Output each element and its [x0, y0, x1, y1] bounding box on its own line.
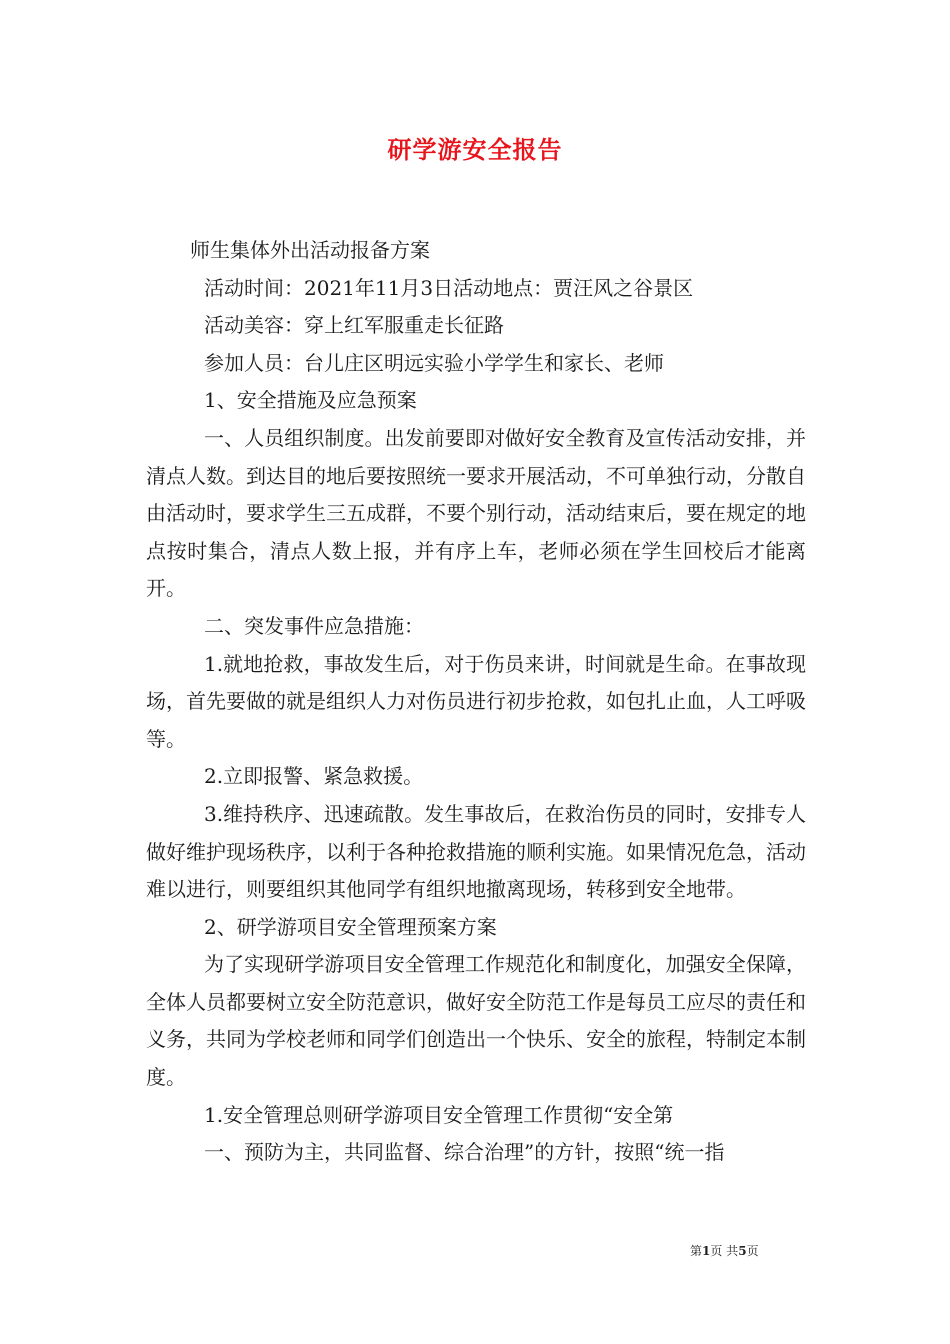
- footer-prefix: 第: [690, 1244, 703, 1258]
- page-number-footer: [690, 1242, 810, 1259]
- document-body: [146, 232, 806, 1172]
- footer-middle: 页 共: [710, 1244, 739, 1258]
- paragraph: 3.维持秩序、迅速疏散。发生事故后，在救治伤员的同时，安排专人做好维护现场秩序，以利于各种抢救措施的顺利实施。如果情况危急，活动难以进行，则要组织其他同学有组织地撤离现场，转移到安全地带。: [146, 801, 806, 902]
- paragraph: 一、预防为主，共同监督、综合治理”的方针，按照“统一指: [204, 1140, 725, 1165]
- paragraph: 一、人员组织制度。出发前要即对做好安全教育及宣传活动安排，并清点人数。到达目的地后要按照统一要求开展活动，不可单独行动，分散自由活动时，要求学生三五成群，不要个别行动，活动结束后，要在规定的地点按时集合，清点人数上报，并有序上车，老师必须在学生回校后才能离开。: [146, 425, 806, 601]
- paragraph: 1.就地抢救，事故发生后，对于伤员来讲，时间就是生命。在事故现场，首先要做的就是组织人力对伤员进行初步抢救，如包扎止血，人工呼吸等。: [146, 651, 806, 751]
- paragraph: 参加人员：台儿庄区明远实验小学学生和家长、老师: [204, 350, 664, 375]
- paragraph: 1、安全措施及应急预案: [204, 388, 417, 413]
- paragraph: 为了实现研学游项目安全管理工作规范化和制度化，加强安全保障，全体人员都要树立安全防范意识，做好安全防范工作是每员工应尽的责任和义务，共同为学校老师和同学们创造出一个快乐、安全的旅程，特制定本制度。: [146, 952, 806, 1090]
- total-page-number: 5: [738, 1244, 747, 1258]
- paragraph: 活动美容：穿上红军服重走长征路: [204, 313, 504, 338]
- current-page-number: 1: [702, 1244, 711, 1258]
- paragraph: 1.安全管理总则研学游项目安全管理工作贯彻“安全第: [204, 1102, 674, 1127]
- paragraph: 活动时间：2021年11月3日活动地点：贾汪风之谷景区: [204, 275, 694, 300]
- paragraph: 师生集体外出活动报备方案: [190, 238, 430, 262]
- footer-suffix: 页: [746, 1244, 759, 1258]
- paragraph: 2、研学游项目安全管理预案方案: [204, 914, 497, 939]
- document-title: 研学游安全报告: [387, 135, 563, 164]
- paragraph: 2.立即报警、紧急救援。: [204, 764, 424, 789]
- paragraph: 二、突发事件应急措施：: [204, 613, 424, 638]
